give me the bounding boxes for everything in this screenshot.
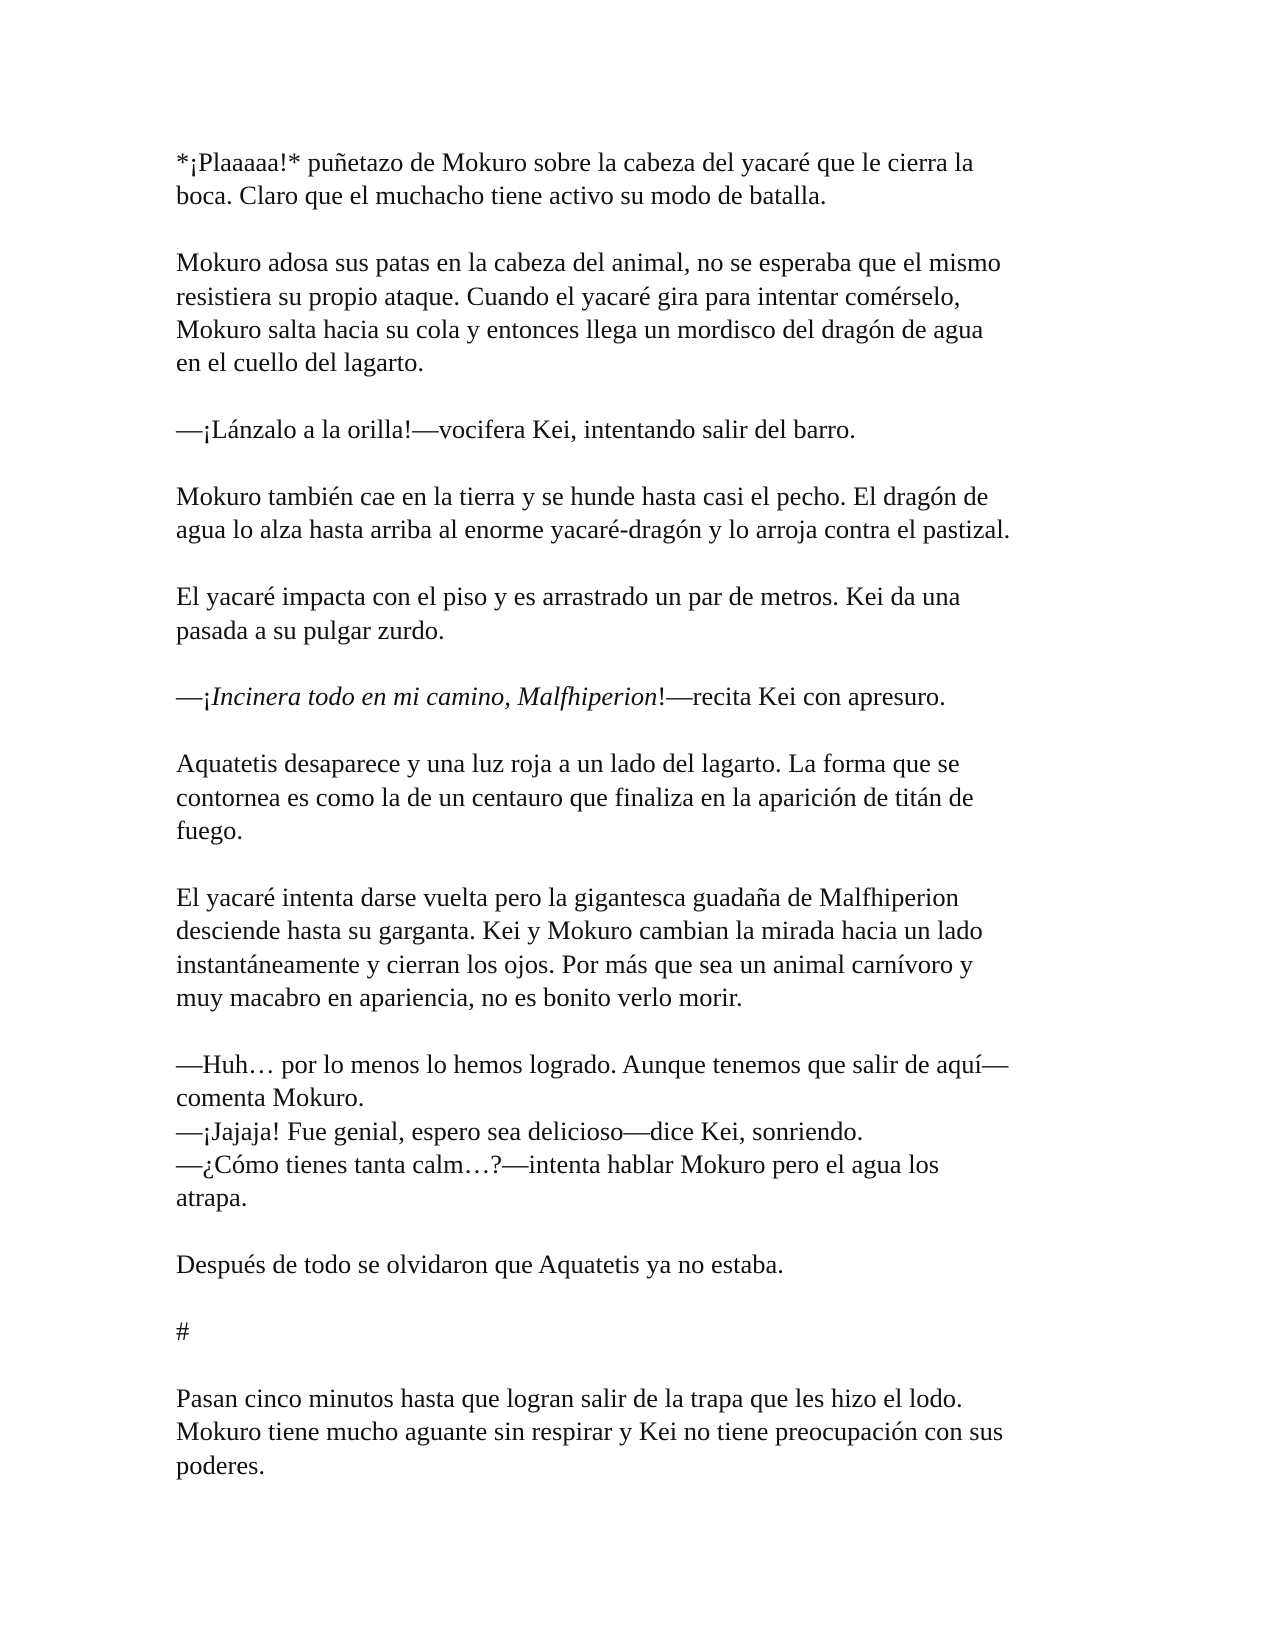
text-line: pasada a su pulgar zurdo. <box>176 614 445 645</box>
text-line: muy macabro en apariencia, no es bonito verlo morir. <box>176 982 743 1013</box>
text-line: Mokuro salta hacia su cola y entonces llega un mordisco del dragón de agua <box>176 314 984 345</box>
text-line: contornea es como la de un centauro que finaliza en la aparición de titán de <box>176 781 974 812</box>
paragraph-7 <box>176 747 1096 847</box>
paragraph-4 <box>176 480 1096 547</box>
paragraph-9-dialogue <box>176 1048 1096 1215</box>
paragraph-8 <box>176 881 1096 1015</box>
paragraph-10 <box>176 1248 1096 1281</box>
text-line: atrapa. <box>176 1182 248 1213</box>
paragraph-2 <box>176 246 1096 380</box>
text-line: El yacaré intenta darse vuelta pero la gigantesca guadaña de Malfhiperion <box>176 881 959 912</box>
paragraph-5 <box>176 580 1096 647</box>
text-line <box>176 680 1096 713</box>
text-line: desciende hasta su garganta. Kei y Mokuro cambian la mirada hacia un lado <box>176 915 983 946</box>
text-line: instantáneamente y cierran los ojos. Por más que sea un animal carnívoro y <box>176 948 973 979</box>
text-line: —Huh… por lo menos lo hemos logrado. Aunque tenemos que salir de aquí— <box>176 1048 1009 1079</box>
text-line: Mokuro adosa sus patas en la cabeza del animal, no se esperaba que el mismo <box>176 247 1001 278</box>
text-line: —¡Lánzalo a la orilla!—vocifera Kei, intentando salir del barro. <box>176 414 856 445</box>
text-line: Mokuro tiene mucho aguante sin respirar y Kei no tiene preocupación con sus <box>176 1416 1004 1447</box>
incantation-close: !—recita Kei con apresuro. <box>657 681 946 712</box>
document-page <box>176 146 1096 1482</box>
text-line: —¿Cómo tienes tanta calm…?—intenta hablar Mokuro pero el agua los <box>176 1149 940 1180</box>
incantation-italic: Incinera todo en mi camino, Malfhiperion <box>211 681 658 712</box>
text-line: poderes. <box>176 1449 266 1480</box>
scene-break <box>176 1315 1096 1348</box>
text-line: Mokuro también cae en la tierra y se hunde hasta casi el pecho. El dragón de <box>176 481 989 512</box>
text-line: Pasan cinco minutos hasta que logran salir de la trapa que les hizo el lodo. <box>176 1382 963 1413</box>
text-line: resistiera su propio ataque. Cuando el yacaré gira para intentar comérselo, <box>176 280 961 311</box>
paragraph-1 <box>176 146 1096 213</box>
text-line: *¡Plaaaaa!* puñetazo de Mokuro sobre la cabeza del yacaré que le cierra la <box>176 147 974 177</box>
text-line: agua lo alza hasta arriba al enorme yacaré-dragón y lo arroja contra el pastizal. <box>176 514 1011 545</box>
paragraph-6-incantation <box>176 680 1096 713</box>
text-line: boca. Claro que el muchacho tiene activo su modo de batalla. <box>176 180 827 211</box>
paragraph-3 <box>176 413 1096 446</box>
text-line: Aquatetis desaparece y una luz roja a un lado del lagarto. La forma que se <box>176 748 960 779</box>
paragraph-12 <box>176 1382 1096 1482</box>
text-line: comenta Mokuro. <box>176 1082 365 1113</box>
text-line: fuego. <box>176 815 243 846</box>
text-line: en el cuello del lagarto. <box>176 347 424 378</box>
text-line: —¡Jajaja! Fue genial, espero sea delicioso—dice Kei, sonriendo. <box>176 1115 864 1146</box>
text-line: Después de todo se olvidaron que Aquatetis ya no estaba. <box>176 1249 784 1280</box>
text-line: El yacaré impacta con el piso y es arrastrado un par de metros. Kei da una <box>176 581 961 612</box>
text-line: # <box>176 1316 190 1347</box>
incantation-open: —¡ <box>176 681 212 712</box>
